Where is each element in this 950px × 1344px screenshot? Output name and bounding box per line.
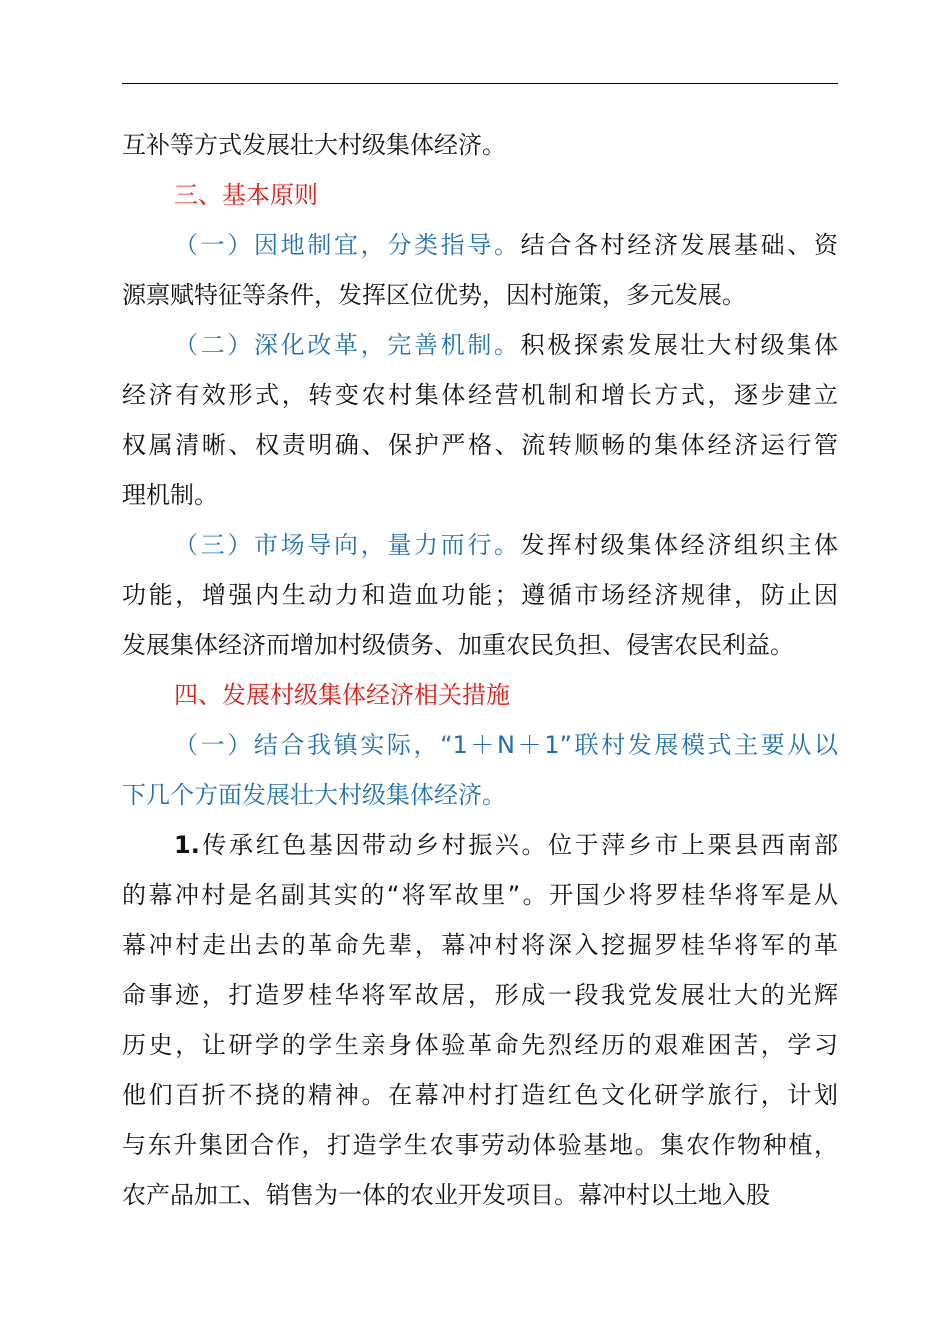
text-line <box>122 270 838 320</box>
text-line <box>122 520 838 570</box>
text-line <box>122 970 838 1020</box>
text-segment: 积极探索发展壮大村级集体 <box>520 331 839 359</box>
text-line <box>122 470 838 520</box>
text-segment: 经济有效形式，转变农村集体经营机制和增长方式，逐步建立 <box>122 381 838 409</box>
text-segment: 1. <box>174 831 200 859</box>
text-segment: 他们百折不挠的精神。在幕冲村打造红色文化研学旅行，计划 <box>122 1081 838 1109</box>
text-line <box>122 1170 838 1220</box>
text-segment: 三、基本原则 <box>174 181 318 209</box>
text-line <box>122 420 838 470</box>
text-line <box>122 720 838 770</box>
text-line <box>122 370 838 420</box>
text-line <box>122 170 838 220</box>
text-line <box>122 870 838 920</box>
text-segment: 四、发展村级集体经济相关措施 <box>174 681 510 709</box>
text-line <box>122 920 838 970</box>
text-segment: 传承红色基因带动乡村振兴。位于萍乡市上栗县西南部 <box>199 831 838 859</box>
text-segment: 农产品加工、销售为一体的农业开发项目。幕冲村以土地入股 <box>122 1181 770 1209</box>
text-segment: 幕冲村走出去的革命先辈，幕冲村将深入挖掘罗桂华将军的革 <box>122 931 838 959</box>
text-segment: （一）因地制宜，分类指导。 <box>174 231 521 259</box>
text-line <box>122 120 838 170</box>
text-line <box>122 1120 838 1170</box>
text-line <box>122 220 838 270</box>
text-segment: （二）深化改革，完善机制。 <box>174 331 521 359</box>
text-segment: 权属清晰、权责明确、保护严格、流转顺畅的集体经济运行管 <box>122 431 838 459</box>
text-segment: 源禀赋特征等条件，发挥区位优势，因村施策，多元发展。 <box>122 281 746 309</box>
text-line <box>122 1070 838 1120</box>
text-segment: 命事迹，打造罗桂华将军故居，形成一段我党发展壮大的光辉 <box>122 981 838 1009</box>
text-segment: （一）结合我镇实际，“1＋N＋1”联村发展模式主要从以 <box>174 731 838 759</box>
text-segment: 的幕冲村是名副其实的“将军故里”。开国少将罗桂华将军是从 <box>122 881 838 909</box>
text-segment: 与东升集团合作，打造学生农事劳动体验基地。集农作物种植， <box>122 1131 838 1159</box>
document-body <box>122 120 838 1220</box>
text-line <box>122 670 838 720</box>
text-segment: 发挥村级集体经济组织主体 <box>520 531 839 559</box>
text-line <box>122 1020 838 1070</box>
text-segment: 结合各村经济发展基础、资 <box>520 231 839 259</box>
text-segment: 理机制。 <box>122 481 218 509</box>
text-segment: 发展集体经济而增加村级债务、加重农民负担、侵害农民利益。 <box>122 631 794 659</box>
text-segment: 互补等方式发展壮大村级集体经济。 <box>122 131 506 159</box>
text-line <box>122 770 838 820</box>
text-segment: 下几个方面发展壮大村级集体经济。 <box>122 781 506 809</box>
text-line <box>122 820 838 870</box>
text-segment: 功能，增强内生动力和造血功能；遵循市场经济规律，防止因 <box>122 581 838 609</box>
text-segment: （三）市场导向，量力而行。 <box>174 531 521 559</box>
header-rule <box>122 83 838 84</box>
text-line <box>122 570 838 620</box>
text-line <box>122 320 838 370</box>
text-segment: 历史，让研学的学生亲身体验革命先烈经历的艰难困苦，学习 <box>122 1031 838 1059</box>
text-line <box>122 620 838 670</box>
